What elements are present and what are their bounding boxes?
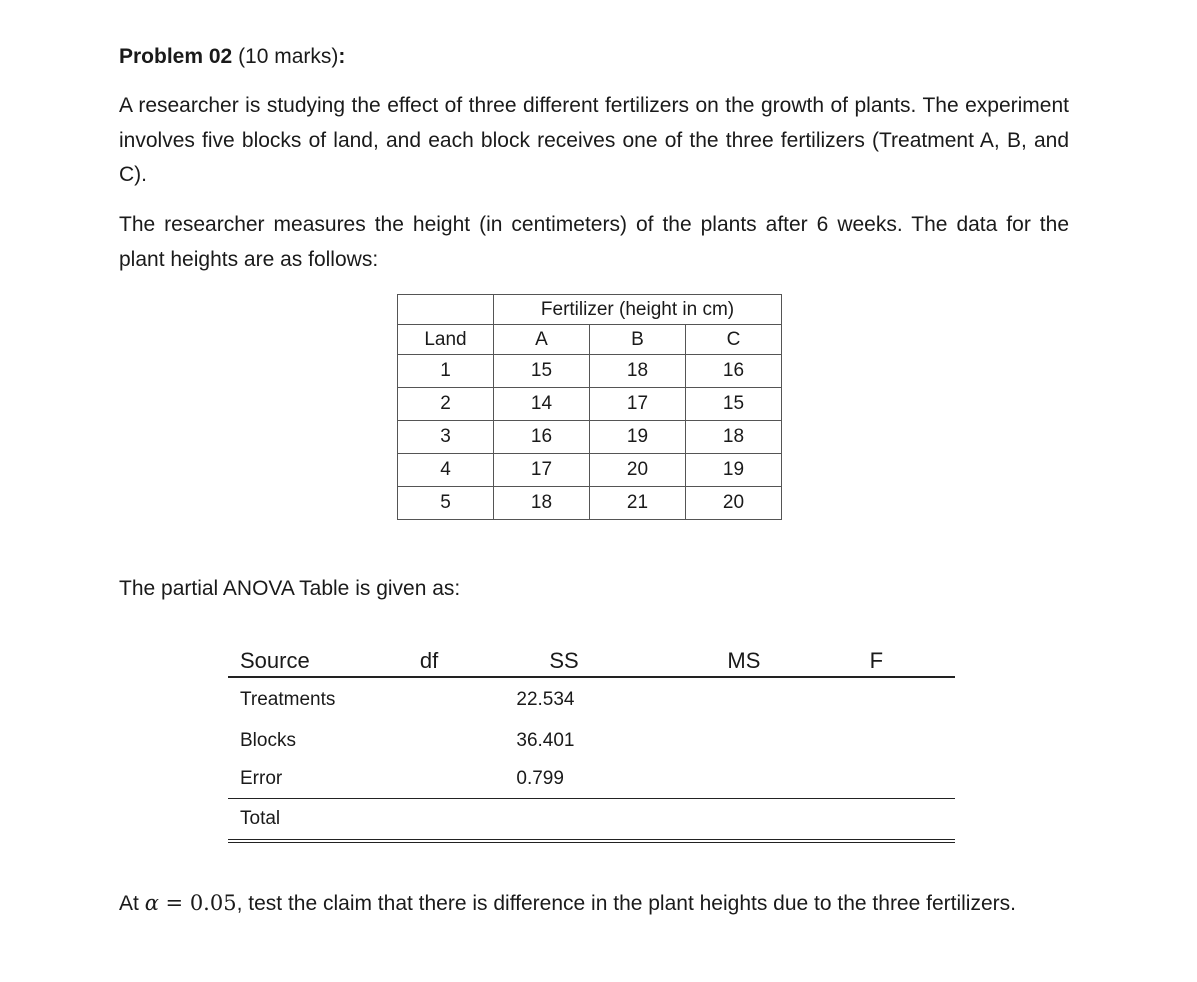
anova-df-cell	[410, 799, 505, 842]
anova-f-cell	[858, 799, 955, 842]
anova-df-cell	[410, 760, 505, 799]
anova-ms-cell	[701, 760, 857, 799]
anova-ms-cell	[701, 677, 857, 722]
anova-row-total	[228, 799, 955, 842]
anova-header-f: F	[858, 640, 955, 677]
alpha-symbol: α	[144, 891, 159, 915]
value-cell: 20	[686, 487, 782, 520]
measure-paragraph: The researcher measures the height (in centimeters) of the plants after 6 weeks. The data for the plant heights are as follows:	[119, 213, 1069, 271]
anova-f-cell	[858, 760, 955, 799]
value-cell: 21	[590, 487, 686, 520]
table-corner-cell	[398, 295, 494, 325]
value-cell: 17	[590, 388, 686, 421]
anova-row-error	[228, 760, 955, 799]
table-row	[398, 388, 782, 421]
anova-ss-cell	[504, 799, 701, 842]
value-cell: 16	[686, 355, 782, 388]
value-cell: 19	[590, 421, 686, 454]
anova-header-row	[228, 640, 955, 677]
claim-paragraph	[119, 886, 1069, 922]
problem-heading	[119, 42, 345, 72]
table-row	[398, 421, 782, 454]
column-header-b: B	[590, 325, 686, 355]
table-group-header-row	[398, 295, 782, 325]
column-header-a: A	[494, 325, 590, 355]
fertilizer-data-table	[397, 294, 782, 520]
land-cell: 5	[398, 487, 494, 520]
problem-marks: (10 marks)	[238, 45, 339, 68]
claim-suffix: , test the claim that there is difference in the plant heights due to the three fertilizers.	[236, 892, 1016, 915]
claim-prefix: At	[119, 892, 145, 915]
anova-ss-cell: 22.534	[516, 689, 575, 710]
value-cell: 18	[686, 421, 782, 454]
anova-source-cell: Blocks	[240, 730, 296, 751]
anova-df-cell	[410, 677, 505, 722]
anova-source-cell: Error	[228, 760, 410, 799]
land-cell: 1	[398, 355, 494, 388]
anova-ss-cell: 0.799	[504, 760, 701, 799]
value-cell: 15	[494, 355, 590, 388]
value-cell: 20	[590, 454, 686, 487]
value-cell: 16	[494, 421, 590, 454]
anova-header-ms: MS	[701, 640, 857, 677]
anova-ms-cell	[701, 799, 857, 842]
anova-f-cell	[858, 722, 955, 760]
anova-row-treatments	[228, 677, 955, 722]
anova-intro-paragraph: The partial ANOVA Table is given as:	[119, 577, 461, 600]
land-cell: 4	[398, 454, 494, 487]
value-cell: 17	[494, 454, 590, 487]
anova-ss-cell: 36.401	[516, 730, 575, 751]
problem-colon: :	[338, 45, 346, 68]
value-cell: 19	[686, 454, 782, 487]
table-column-header-row	[398, 325, 782, 355]
column-header-c: C	[686, 325, 782, 355]
problem-title: Problem 02	[119, 45, 233, 68]
anova-f-cell	[858, 677, 955, 722]
anova-header-source: Source	[228, 640, 410, 677]
value-cell: 14	[494, 388, 590, 421]
anova-ms-cell	[701, 722, 857, 760]
table-row	[398, 487, 782, 520]
alpha-value: = 0.05	[158, 891, 237, 915]
land-cell: 3	[398, 421, 494, 454]
land-cell: 2	[398, 388, 494, 421]
value-cell: 15	[686, 388, 782, 421]
value-cell: 18	[494, 487, 590, 520]
fertilizer-group-header: Fertilizer (height in cm)	[494, 295, 782, 325]
anova-source-cell: Total	[228, 799, 410, 842]
anova-source-cell: Treatments	[240, 689, 336, 710]
anova-table	[228, 640, 955, 843]
anova-row-blocks	[228, 722, 955, 760]
anova-header-ss: SS	[504, 640, 701, 677]
intro-paragraph: A researcher is studying the effect of three different fertilizers on the growth of plants. The experiment involves five blocks of land, and each block receives one of the three fertilizers (Treatment A, B, and C).	[119, 94, 1069, 186]
table-row	[398, 355, 782, 388]
anova-df-cell	[410, 722, 505, 760]
anova-header-df: df	[410, 640, 505, 677]
value-cell: 18	[590, 355, 686, 388]
table-row	[398, 454, 782, 487]
column-header-land: Land	[398, 325, 494, 355]
